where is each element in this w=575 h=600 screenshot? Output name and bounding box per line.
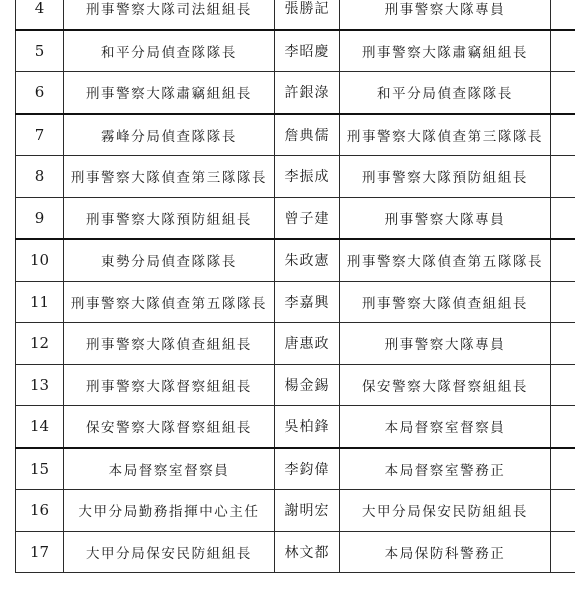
new-position: 刑事警察大隊專員 [340,0,551,30]
remarks-cell [551,239,575,281]
new-position: 本局保防科警務正 [340,531,551,573]
table-row [16,30,575,72]
table-row [16,0,575,30]
person-name: 張勝記 [275,0,340,30]
table-row [16,531,575,573]
original-position: 刑事警察大隊偵查第三隊隊長 [64,156,275,198]
person-name: 許銀淥 [275,72,340,114]
original-position: 和平分局偵查隊隊長 [64,30,275,72]
table-row [16,281,575,323]
remarks-cell [551,448,575,490]
new-position: 本局督察室警務正 [340,448,551,490]
original-position: 刑事警察大隊司法組組長 [64,0,275,30]
remarks-cell [551,281,575,323]
row-number: 9 [16,197,64,239]
row-number: 12 [16,323,64,365]
row-number: 4 [16,0,64,30]
original-position: 東勢分局偵查隊隊長 [64,239,275,281]
original-position: 刑事警察大隊預防組組長 [64,197,275,239]
row-number: 8 [16,156,64,198]
new-position: 本局督察室督察員 [340,406,551,448]
row-number: 6 [16,72,64,114]
new-position: 刑事警察大隊專員 [340,323,551,365]
person-name: 唐惠政 [275,323,340,365]
table-row [16,72,575,114]
new-position: 和平分局偵查隊隊長 [340,72,551,114]
person-name: 李鈞偉 [275,448,340,490]
row-number: 13 [16,364,64,406]
table-row [16,239,575,281]
personnel-transfer-table [15,0,575,573]
row-number: 10 [16,239,64,281]
new-position: 保安警察大隊督察組組長 [340,364,551,406]
row-number: 11 [16,281,64,323]
person-name: 李昭慶 [275,30,340,72]
original-position: 刑事警察大隊督察組組長 [64,364,275,406]
new-position: 刑事警察大隊預防組組長 [340,156,551,198]
table-row [16,364,575,406]
table-row [16,490,575,532]
person-name: 曾子建 [275,197,340,239]
person-name: 詹典儒 [275,114,340,156]
new-position: 刑事警察大隊偵查第三隊隊長 [340,114,551,156]
original-position: 大甲分局保安民防組組長 [64,531,275,573]
row-number: 5 [16,30,64,72]
remarks-cell [551,364,575,406]
remarks-cell [551,531,575,573]
row-number: 14 [16,406,64,448]
original-position: 刑事警察大隊肅竊組組長 [64,72,275,114]
original-position: 刑事警察大隊偵查第五隊隊長 [64,281,275,323]
original-position: 刑事警察大隊偵查組組長 [64,323,275,365]
table-row [16,156,575,198]
remarks-cell [551,72,575,114]
new-position: 刑事警察大隊專員 [340,197,551,239]
person-name: 朱政憲 [275,239,340,281]
remarks-cell [551,197,575,239]
row-number: 16 [16,490,64,532]
remarks-cell [551,114,575,156]
new-position: 刑事警察大隊偵查第五隊隊長 [340,239,551,281]
original-position: 大甲分局勤務指揮中心主任 [64,490,275,532]
table-row [16,323,575,365]
remarks-cell [551,0,575,30]
row-number: 7 [16,114,64,156]
row-number: 15 [16,448,64,490]
remarks-cell [551,323,575,365]
remarks-cell [551,490,575,532]
person-name: 謝明宏 [275,490,340,532]
remarks-cell [551,30,575,72]
person-name: 李嘉興 [275,281,340,323]
remarks-cell [551,156,575,198]
original-position: 保安警察大隊督察組組長 [64,406,275,448]
table-row [16,448,575,490]
remarks-cell [551,406,575,448]
original-position: 霧峰分局偵查隊隊長 [64,114,275,156]
new-position: 大甲分局保安民防組組長 [340,490,551,532]
person-name: 楊金錫 [275,364,340,406]
person-name: 李振成 [275,156,340,198]
table-row [16,197,575,239]
row-number: 17 [16,531,64,573]
table-row [16,406,575,448]
original-position: 本局督察室督察員 [64,448,275,490]
new-position: 刑事警察大隊偵查組組長 [340,281,551,323]
person-name: 吳柏鋒 [275,406,340,448]
person-name: 林文都 [275,531,340,573]
table-row [16,114,575,156]
new-position: 刑事警察大隊肅竊組組長 [340,30,551,72]
